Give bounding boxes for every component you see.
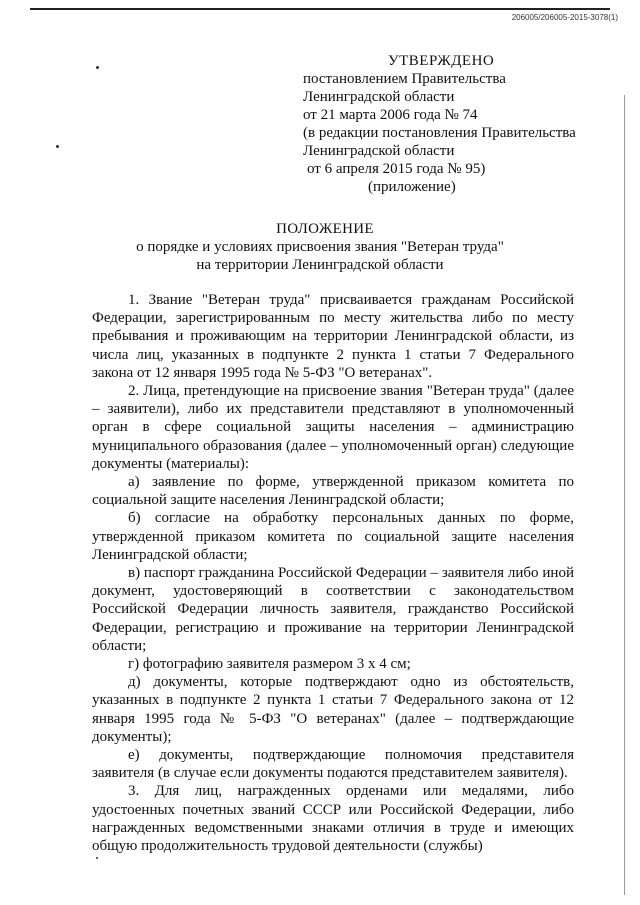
scan-edge-line bbox=[624, 95, 625, 895]
scan-speck bbox=[56, 145, 59, 148]
approval-line: от 21 марта 2006 года № 74 bbox=[303, 107, 478, 123]
document-subtitle: о порядке и условиях присвоения звания "Ветеран труда" bbox=[136, 239, 504, 255]
document-title-block bbox=[0, 220, 640, 274]
paragraph: а) заявление по форме, утвержденной приказом комитета по социальной защите населения Ленинградской области; bbox=[92, 474, 574, 509]
scan-speck bbox=[96, 857, 98, 859]
top-rule bbox=[30, 8, 610, 10]
paragraph: г) фотографию заявителя размером 3 х 4 см; bbox=[128, 656, 411, 673]
approval-line: Ленинградской области bbox=[303, 143, 455, 159]
document-body bbox=[92, 291, 574, 855]
approval-line: Ленинградской области bbox=[303, 89, 455, 105]
approval-appendix: (приложение) bbox=[368, 179, 456, 195]
document-subtitle: на территории Ленинградской области bbox=[196, 257, 444, 273]
approval-line: (в редакции постановления Правительства bbox=[303, 125, 576, 141]
paragraph: д) документы, которые подтверждают одно из обстоятельств, указанных в подпункте 2 пункта 1 статьи 7 Федерального закона от 12 января 1995 года № 5-ФЗ "О ветеранах" (далее – подтверждающие документы); bbox=[92, 674, 574, 745]
approval-line: постановлением Правительства bbox=[303, 71, 506, 87]
approval-heading: УТВЕРЖДЕНО bbox=[388, 53, 495, 69]
document-title: ПОЛОЖЕНИЕ bbox=[276, 221, 374, 237]
approval-block bbox=[303, 52, 576, 196]
paragraph: е) документы, подтверждающие полномочия представителя заявителя (в случае если документы подаются представителем заявителя). bbox=[92, 747, 574, 782]
paragraph: в) паспорт гражданина Российской Федерации – заявителя либо иной документ, удостоверяющий в соответствии с законодательством Российской Федерации личность заявителя, гражданство Российской Федерации, регистрацию и проживание на территории Ленинградской области; bbox=[92, 565, 574, 654]
paragraph: б) согласие на обработку персональных данных по форме, утвержденной приказом комитета по социальной защите населения Ленинградской области; bbox=[92, 510, 574, 563]
approval-line: от 6 апреля 2015 года № 95) bbox=[307, 161, 486, 177]
paragraph: 2. Лица, претендующие на присвоение звания "Ветеран труда" (далее – заявители), либо их представители представляют в уполномоченный орган в сфере социальной защиты населения – администрацию муниципального образования (далее – уполномоченный орган) следующие документы (материалы): bbox=[92, 383, 574, 472]
scan-speck bbox=[96, 66, 99, 69]
document-stamp: 206005/206005-2015-3078(1) bbox=[511, 13, 618, 22]
paragraph: 3. Для лиц, награжденных орденами или медалями, либо удостоенных почетных званий СССР или Российской Федерации, либо награжденных ведомственными знаками отличия в труде и имеющих общую продолжительность трудовой деятельности (службы) bbox=[92, 783, 574, 855]
paragraph: 1. Звание "Ветеран труда" присваивается гражданам Российской Федерации, зарегистрированным по месту жительства либо по месту пребывания и проживающим на территории Ленинградской области, из числа лиц, указанных в подпункте 2 пункта 1 статьи 7 Федерального закона от 12 января 1995 года № 5-ФЗ "О ветеранах". bbox=[92, 292, 574, 381]
